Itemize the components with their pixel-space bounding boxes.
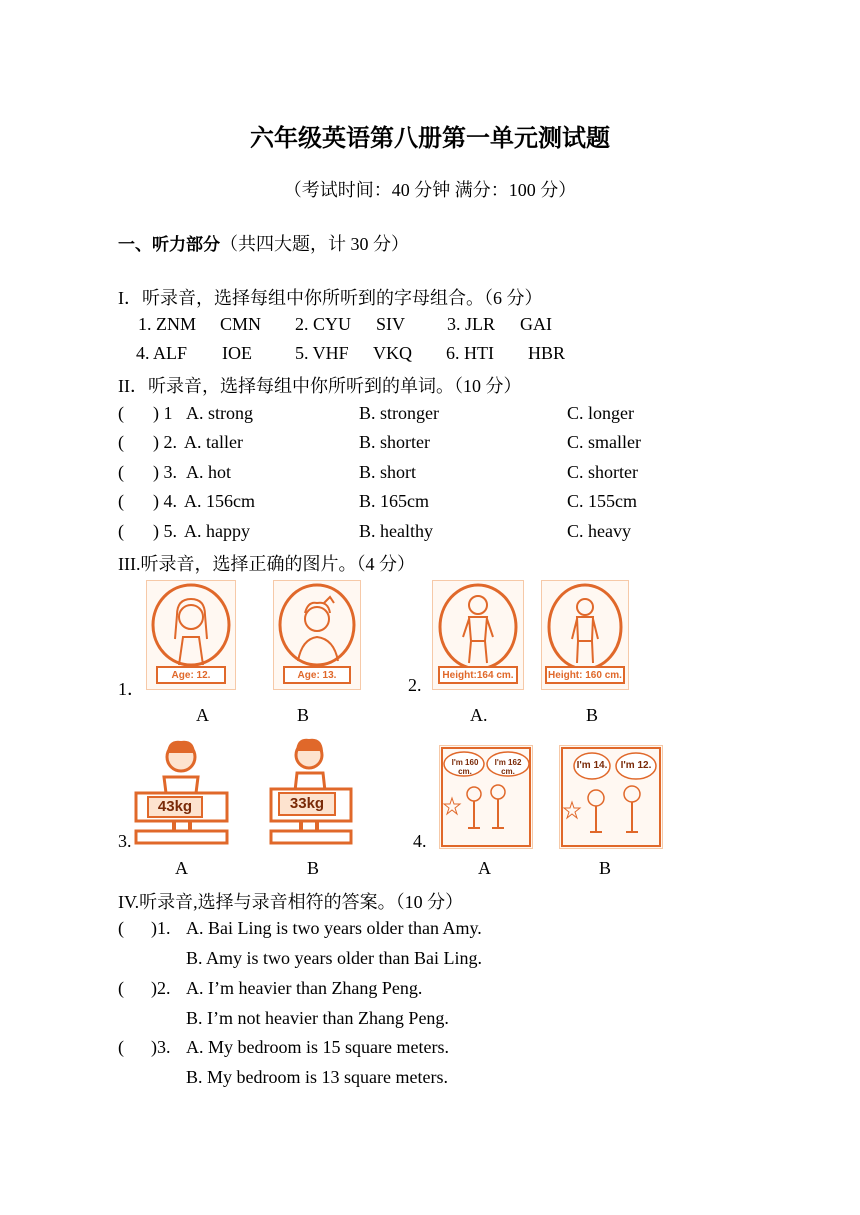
sec2-item-a: A. happy [184, 521, 250, 541]
sec2-item-a: A. 156cm [184, 491, 255, 511]
sec1-row2-4a: 4. ALF [136, 343, 188, 363]
speech-bubble-a1: I'm 160 cm. [451, 758, 479, 776]
q4-number: 4. [413, 831, 427, 851]
sec2-item-b: B. stronger [359, 403, 439, 423]
sec2-item-bracket: ( [118, 403, 124, 423]
sec4-item-a: A. My bedroom is 15 square meters. [186, 1037, 449, 1057]
part1-heading-row [118, 230, 409, 256]
sec2-item-b: B. 165cm [359, 491, 429, 511]
boy-height-164-picture[interactable] [432, 580, 524, 690]
sec2-item-c: C. 155cm [567, 491, 637, 511]
sec1-row2-5b: VKQ [373, 343, 412, 363]
two-kids-height-picture[interactable] [439, 745, 533, 849]
sec1-row1-3a: 3. JLR [447, 314, 496, 334]
sec1-heading: I．听录音，选择每组中你所听到的字母组合。（6 分） [118, 288, 543, 308]
sec4-item-num: ( )3. [118, 1037, 171, 1057]
sec1-row1-2a: 2. CYU [295, 314, 352, 334]
q3-number: 3. [118, 831, 132, 851]
sec2-item-c: C. longer [567, 403, 634, 423]
sec4-heading: IV.听录音,选择与录音相符的答案。（10 分） [118, 892, 464, 912]
q3-label-b: B [307, 858, 320, 878]
q1-label-b: B [297, 705, 310, 725]
sec2-item-num: ) 5. [153, 521, 177, 541]
weight-label: 33kg [289, 795, 325, 812]
height-label: Height: 160 cm. [548, 670, 622, 681]
q2-label-b: B [586, 705, 599, 725]
sec2-item-bracket: ( [118, 462, 124, 482]
sec4-item-b: B. My bedroom is 13 square meters. [186, 1067, 448, 1087]
boy-height-160-picture[interactable] [541, 580, 629, 690]
sec4-item-a: A. I’m heavier than Zhang Peng. [186, 978, 423, 998]
weight-label: 43kg [157, 798, 193, 815]
sec2-item-a: A. taller [184, 432, 243, 452]
sec2-item-c: C. heavy [567, 521, 631, 541]
sec2-item-b: B. healthy [359, 521, 433, 541]
sec2-item-b: B. shorter [359, 432, 430, 452]
sec2-item-num: ) 4. [153, 491, 177, 511]
boy-on-scale-icon [134, 733, 229, 845]
q1-label-a: A [196, 705, 209, 725]
boy-33kg-picture[interactable] [267, 733, 357, 845]
sec2-item-num: ) 3. [153, 462, 177, 482]
sec2-item-bracket: ( [118, 432, 124, 452]
sec2-item-a: A. hot [186, 462, 231, 482]
boy-43kg-picture[interactable] [134, 733, 229, 845]
sec4-item-a: A. Bai Ling is two years older than Amy. [186, 918, 482, 938]
girl-age-12-picture[interactable] [146, 580, 236, 690]
sec1-row1-1b: CMN [220, 314, 262, 334]
sec2-item-bracket: ( [118, 491, 124, 511]
part1-note: （共四大题，计 30 分） [220, 234, 409, 254]
sec4-item-b: B. Amy is two years older than Bai Ling. [186, 948, 482, 968]
sec1-row1-2b: SIV [376, 314, 406, 334]
sec2-item-bracket: ( [118, 521, 124, 541]
sec1-row2-6b: HBR [528, 343, 566, 363]
sec3-heading: III.听录音，选择正确的图片。（4 分） [118, 554, 415, 574]
sec1-row1-1a: 1. ZNM [138, 314, 196, 334]
age-label: Age: 12. [171, 670, 211, 681]
part1-heading: 一、听力部分 [118, 235, 220, 255]
sec2-item-num: ) 2. [153, 432, 177, 452]
sec4-item-num: ( )2. [118, 978, 171, 998]
sec4-item-b: B. I’m not heavier than Zhang Peng. [186, 1008, 449, 1028]
sec1-row1-3b: GAI [520, 314, 552, 334]
sec1-row2-4b: IOE [222, 343, 252, 363]
q1-number: 1． [118, 679, 145, 699]
sec2-item-c: C. shorter [567, 462, 638, 482]
speech-bubble-b1: I'm 14. [576, 760, 608, 771]
q4-label-b: B [599, 858, 612, 878]
sec1-row2-6a: 6. HTI [446, 343, 494, 363]
sec2-item-b: B. short [359, 462, 417, 482]
page-title: 六年级英语第八册第一单元测试题 [250, 124, 610, 152]
sec1-row2-5a: 5. VHF [295, 343, 349, 363]
q4-label-a: A [478, 858, 491, 878]
q2-label-a: A. [470, 705, 488, 725]
girl-age-13-picture[interactable] [273, 580, 361, 690]
speech-bubble-b2: I'm 12. [620, 760, 652, 771]
q3-label-a: A [175, 858, 188, 878]
speech-bubble-a2: I'm 162 cm. [494, 758, 522, 776]
exam-info: （考试时间：40 分钟 满分：100 分） [283, 180, 577, 200]
age-label: Age: 13. [297, 670, 337, 681]
sec2-item-a: A. strong [186, 403, 253, 423]
two-kids-age-picture[interactable] [559, 745, 663, 849]
height-label: Height:164 cm. [442, 670, 514, 681]
q2-number: 2. [408, 675, 422, 695]
sec4-item-num: ( )1. [118, 918, 171, 938]
sec2-item-c: C. smaller [567, 432, 641, 452]
sec2-item-num: ) 1 [153, 403, 173, 423]
boy-on-scale-icon [267, 733, 357, 845]
sec2-heading: II．听录音，选择每组中你所听到的单词。（10 分） [118, 376, 522, 396]
